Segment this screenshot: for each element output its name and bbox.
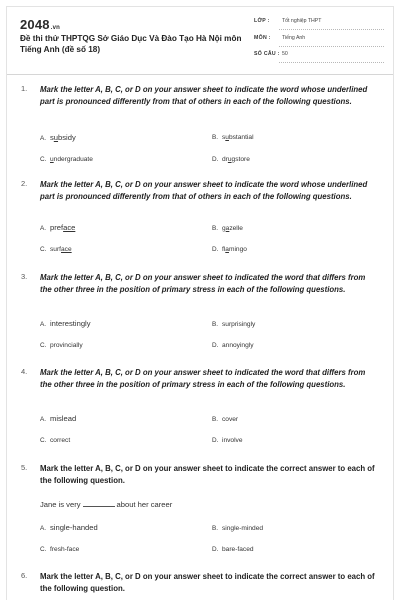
exam-page: 2048.vn Đề thi thử THPTQG Sở Giáo Dục Và Đào Tạo Hà Nội môn Tiếng Anh (đề số 18) LỚP : Tốt nghiệp THPT MÔN : Tiếng Anh SỐ CÂU : 50 1. Mark the letter A, B, C, or D on your answer sheet to indicate the word whose underlined part is pronounced differently from that of others in each of the following questions. A. subsidy B. substantial C. undergraduate D. drugstore 2. Mark the letter A, B, C, or D on your answer sheet to indicate the word whose underlined part is pronounced differently from that of others in each of the following questions. A. preface B. gazelle C. surface D. flamingo 3. Mark the letter A, B, C, or D on your answer sheet to indicated the word that differs from the other three in the position of primary stress in each of the following questions. A. interestingly B. surprisingly C. provincially D. annoyingly 4. Mark the letter A, B, C, or D on your answer sheet to indicated the word that differs from the other three in the position of primary stress in each of the following questions. A. mislead B. cover C. correct D. involve 5. Mark the letter A, B, C, or D on your answer sheet to indicate the correct answer to each of the following question. Jane is very about her career A. single-handed B. single-minded C. fresh-face D. bare-faced 6. Mark the letter A, B, C, or D on your answer sheet to indicate the correct answer to each of the following question. [6,6,394,600]
meta-subject: MÔN : Tiếng Anh [254,32,384,47]
exam-title: Đề thi thử THPTQG Sở Giáo Dục Và Đào Tạo Hà Nội môn Tiếng Anh (đề số 18) [20,34,242,54]
option-d[interactable]: D. involve [212,437,243,444]
option-a[interactable]: A. preface [40,223,76,232]
meta-class: LỚP : Tốt nghiệp THPT [254,15,384,30]
option-b[interactable]: B. gazelle [212,225,243,232]
question-prompt: Mark the letter A, B, C, or D on your answer sheet to indicate the correct answer to each of the following question. [40,572,375,593]
option-d[interactable]: D. bare-faced [212,546,254,553]
document-header [7,7,393,75]
option-b[interactable]: B. single-minded [212,525,264,532]
option-c[interactable]: C. provincially [40,342,83,349]
option-a[interactable]: A. mislead [40,414,77,423]
question-prompt: Mark the letter A, B, C, or D on your answer sheet to indicate the word whose underlined part is pronounced differently from that of others in each of the following questions. [40,85,368,106]
option-b[interactable]: B. cover [212,416,239,423]
option-c[interactable]: C. correct [40,437,71,444]
option-b[interactable]: B. substantial [212,134,254,141]
option-d[interactable]: D. flamingo [212,246,247,253]
option-d[interactable]: D. drugstore [212,156,250,163]
option-d[interactable]: D. annoyingly [212,342,254,349]
option-a[interactable]: A. single-handed [40,523,98,532]
question-prompt: Mark the letter A, B, C, or D on your answer sheet to indicate the word whose underlined part is pronounced differently from that of others in each of the following questions. [40,180,368,201]
meta-question-count: SỐ CÂU : 50 [254,48,384,63]
option-c[interactable]: C. fresh-face [40,546,80,553]
question-stem: Jane is very about her career [40,500,173,509]
option-b[interactable]: B. surprisingly [212,321,256,328]
option-a[interactable]: A. subsidy [40,133,76,142]
question-prompt: Mark the letter A, B, C, or D on your answer sheet to indicated the word that differs from the other three in the position of primary stress in each of the following questions. [40,368,366,389]
option-a[interactable]: A. interestingly [40,319,91,328]
question-prompt: Mark the letter A, B, C, or D on your answer sheet to indicate the correct answer to each of the following question. [40,464,375,485]
option-c[interactable]: C. surface [40,246,72,253]
option-c[interactable]: C. undergraduate [40,156,93,163]
question-prompt: Mark the letter A, B, C, or D on your answer sheet to indicated the word that differs from the other three in the position of primary stress in each of the following questions. [40,273,366,294]
site-logo[interactable]: 2048.vn [20,17,61,32]
answer-blank [83,506,115,507]
